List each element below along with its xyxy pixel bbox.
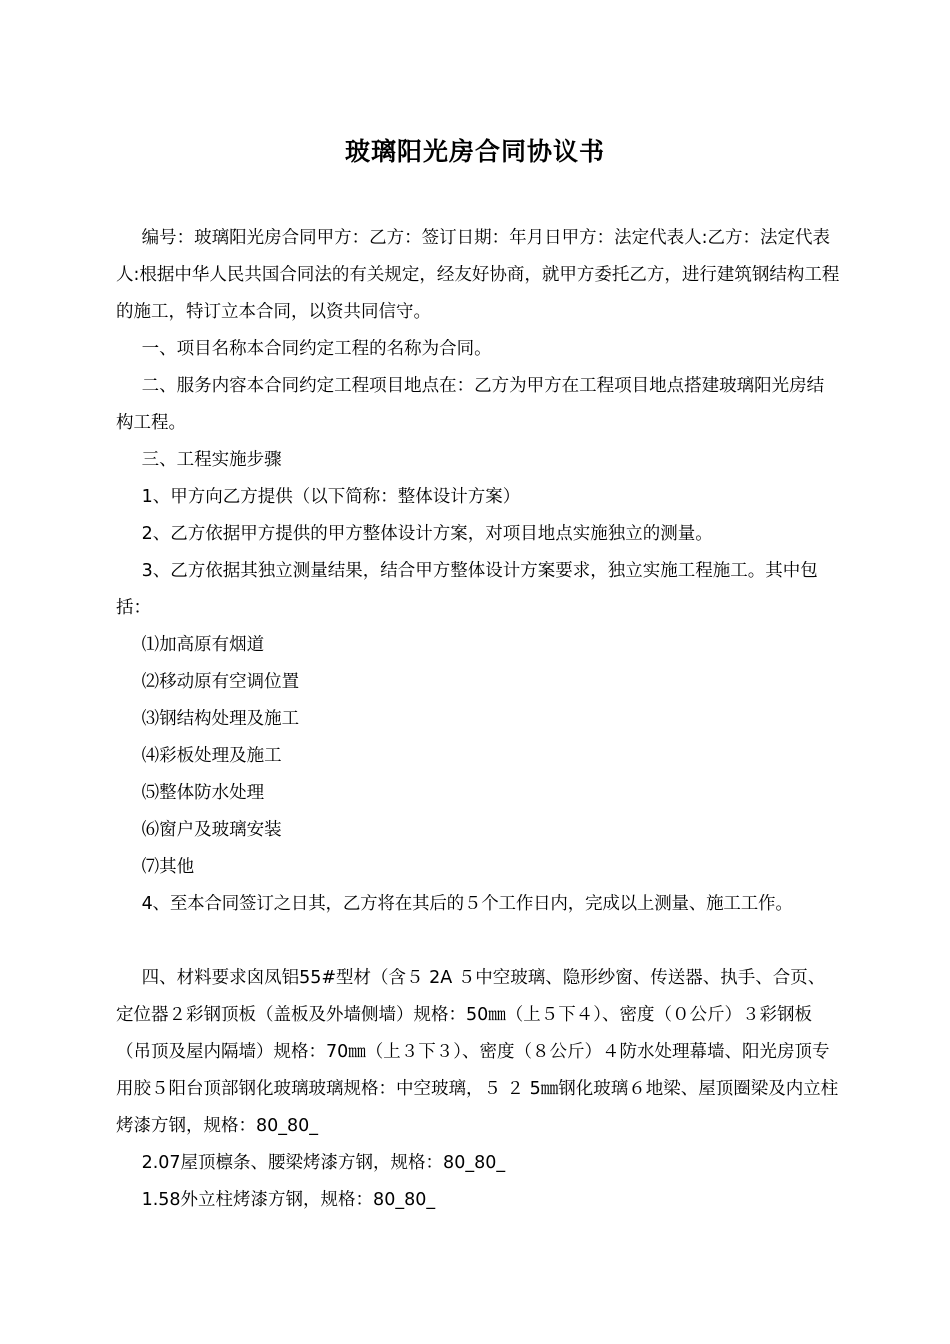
paragraph-step-2: 2、乙方依据甲方提供的甲方整体设计方案，对项目地点实施独立的测量。 — [141, 524, 713, 544]
list-item-5: ⑸整体防水处理 — [141, 783, 265, 803]
list-item-3: ⑶钢结构处理及施工 — [141, 709, 300, 729]
paragraph-step-4: 4、至本合同签订之日其，乙方将在其后的５个工作日内，完成以上测量、施工工作。 — [141, 894, 793, 914]
paragraph-project-name: 一、项目名称本合同约定工程的名称为合同。 — [141, 339, 492, 359]
document-body — [116, 220, 841, 1219]
list-item-6: ⑹窗户及玻璃安装 — [141, 820, 282, 840]
list-item-4: ⑷彩板处理及施工 — [141, 746, 282, 766]
document-title: 玻璃阳光房合同协议书 — [344, 137, 605, 166]
list-item-7: ⑺其他 — [141, 857, 195, 877]
paragraph-step-3: 3、乙方依据其独立测量结果，结合甲方整体设计方案要求，独立实施工程施工。其中包括： — [116, 561, 818, 618]
list-item-2: ⑵移动原有空调位置 — [141, 672, 300, 692]
paragraph-materials: 四、材料要求囟凤铝55#型材（含５ 2A ５中空玻璃、隐形纱窗、传送器、执手、合页、定位器２彩钢顶板（盖板及外墙侧墙）规格：50㎜（上５下４）、密度（０公斤）３彩钢板（吊顶及屋内隔墙）规格：70㎜（上３下３）、密度（８公斤）４防水处理幕墙、阳光房顶专用胶５阳台顶部钢化玻璃玻璃规格：中空玻璃，５ ２ 5㎜钢化玻璃６地梁、屋顶圈梁及内立柱烤漆方钢，规格：80_80_ — [116, 968, 839, 1136]
paragraph-materials-3: 1.58外立柱烤漆方钢，规格：80_80_ — [141, 1190, 436, 1210]
paragraph-implementation-heading: 三、工程实施步骤 — [141, 450, 282, 470]
list-item-1: ⑴加高原有烟道 — [141, 635, 265, 655]
paragraph-service-content: 二、服务内容本合同约定工程项目地点在：乙方为甲方在工程项目地点搭建玻璃阳光房结构工程。 — [116, 376, 825, 433]
paragraph-preamble: 编号：玻璃阳光房合同甲方：乙方：签订日期：年月日甲方：法定代表人:乙方：法定代表人:根据中华人民共国合同法的有关规定，经友好协商，就甲方委托乙方，进行建筑钢结构工程的施工，特订立本合同，以资共同信守。 — [116, 228, 840, 322]
paragraph-step-1: 1、甲方向乙方提供（以下简称：整体设计方案） — [141, 487, 521, 507]
paragraph-gap — [116, 923, 841, 960]
paragraph-materials-2: 2.07屋顶檩条、腰梁烤漆方钢，规格：80_80_ — [141, 1153, 506, 1173]
